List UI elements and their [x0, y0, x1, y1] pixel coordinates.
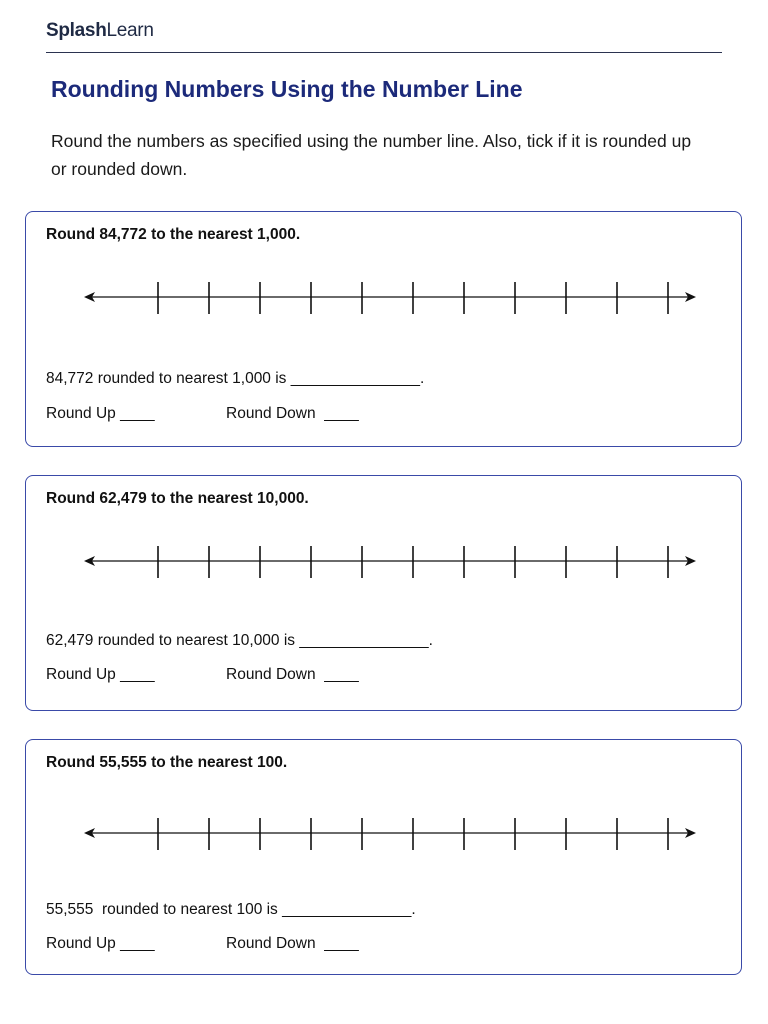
- exercise-question: Round 62,479 to the nearest 10,000.: [46, 490, 309, 507]
- exercise-card-1: [25, 211, 742, 447]
- round-down-option: Round Down ____: [226, 666, 359, 683]
- number-line: [82, 813, 698, 853]
- number-line: [82, 541, 698, 581]
- round-down-option: Round Down ____: [226, 935, 359, 952]
- exercise-question: Round 84,772 to the nearest 1,000.: [46, 226, 301, 243]
- logo-text-light: Learn: [106, 20, 154, 41]
- exercise-answer-blank: 55,555 rounded to nearest 100 is _______________.: [46, 901, 416, 918]
- round-down-option: Round Down ____: [226, 405, 359, 422]
- exercise-question: Round 55,555 to the nearest 100.: [46, 754, 288, 771]
- exercise-answer-blank: 84,772 rounded to nearest 1,000 is _______________.: [46, 370, 425, 387]
- worksheet-title: Rounding Numbers Using the Number Line: [51, 76, 523, 102]
- exercise-answer-blank: 62,479 rounded to nearest 10,000 is _______________.: [46, 632, 433, 649]
- exercise-card-3: [25, 739, 742, 975]
- exercise-card-2: [25, 475, 742, 711]
- round-up-option: Round Up ____: [46, 666, 155, 683]
- logo-text-bold: Splash: [46, 20, 107, 41]
- header-divider: [46, 52, 722, 53]
- round-up-option: Round Up ____: [46, 935, 155, 952]
- worksheet-instructions: Round the numbers as specified using the number line. Also, tick if it is rounded up or rounded down.: [51, 131, 692, 179]
- number-line: [82, 277, 698, 317]
- splashlearn-logo: [46, 20, 154, 42]
- round-up-option: Round Up ____: [46, 405, 155, 422]
